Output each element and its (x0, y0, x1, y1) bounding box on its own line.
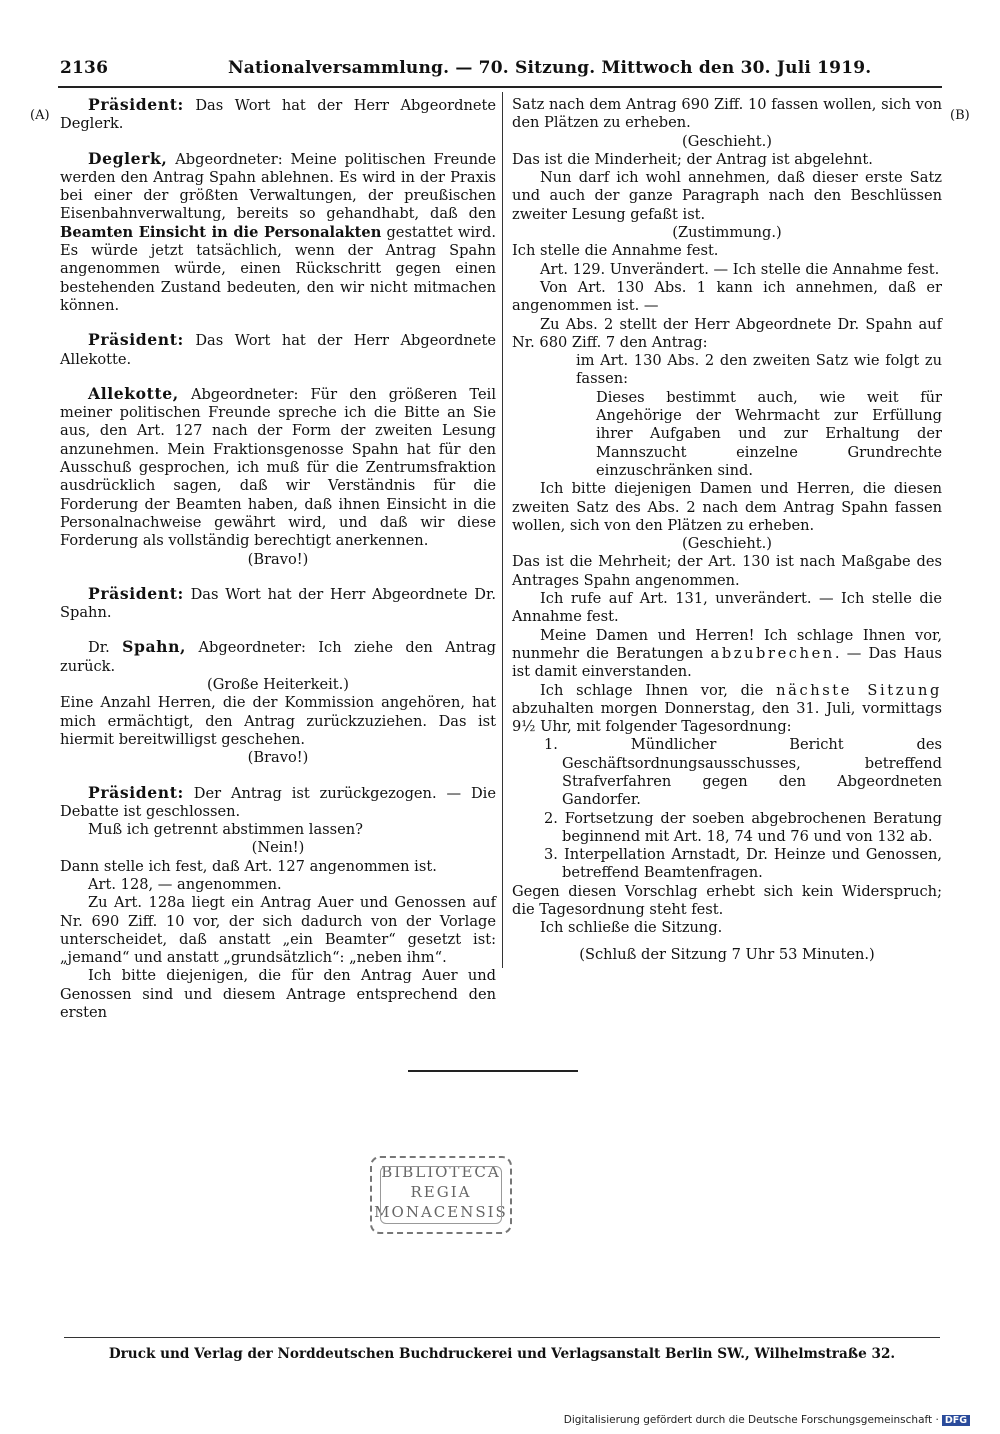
motion-quote: Dieses bestimmt auch, wie weit für Angehörige der Wehrmacht zur Erfüllung ihrer Aufgaben und zur Erhaltung der Mannszucht einzelne Grundrechte einzuschränken sind. (596, 388, 942, 479)
paragraph: Zu Art. 128a liegt ein Antrag Auer und Genossen auf Nr. 690 Ziff. 10 vor, der sich dadurch von der Vorlage unterscheidet, daß anstatt „ein Beamter“ gesetzt ist: „jemand“ und anstatt „grundsätzlich“: „neben ihm“. (60, 894, 496, 967)
paragraph: Ich rufe auf Art. 131, unverändert. — Ich stelle die Annahme fest. (512, 590, 942, 626)
dfg-logo-icon: DFG (942, 1415, 970, 1426)
motion-text: im Art. 130 Abs. 2 den zweiten Satz wie folgt zu fassen: (576, 352, 942, 388)
speaker-name: Präsident: (88, 583, 184, 603)
paragraph-allekotte: Allekotte, Abgeordneter: Für den größeren Teil meiner politischen Freunde spreche ich die Bitte an Sie aus, den Art. 127 nach der Form der zweiten Lesung anzunehmen. Mein Fraktionsgenosse Spahn hat für den Ausschuß gesprochen, ich muß für die Zentrumsfraktion ausdrücklich sagen, daß wir Verständnis für die Forderung der Beamten haben, daß ihnen Einsicht in die Personalnachweise gewährt wird, und daß wir diese Forderung als vollständig berechtigt anerkennen. (60, 383, 496, 550)
paragraph: Ich schließe die Sitzung. (540, 919, 723, 937)
speaker-name: Präsident: (88, 95, 184, 114)
stamp-line: REGIA (410, 1183, 472, 1201)
paragraph: Gegen diesen Vorschlag erhebt sich kein Widerspruch; die Tagesordnung steht fest. (512, 882, 942, 919)
stamp-inner-border (380, 1166, 502, 1224)
interjection: (Bravo!) (247, 749, 309, 767)
section-end-rule (408, 1070, 578, 1072)
dfg-credit (564, 1414, 970, 1426)
footer-rule (64, 1337, 940, 1338)
interjection: (Geschieht.) (682, 132, 772, 150)
speaker-name: Deglerk, (88, 148, 168, 168)
page-header (58, 56, 942, 82)
bold-phrase: Beamten Einsicht in die Personalakten (60, 223, 382, 241)
agenda-item: 2. Fortsetzung der soeben abgebrochenen Beratung beginnend mit Art. 18, 74 und 76 und von 132 ab. (544, 809, 942, 845)
library-stamp (370, 1156, 512, 1234)
paragraph-president-4: Präsident: Der Antrag ist zurückgezogen. — Die Debatte ist geschlossen. (60, 782, 496, 820)
margin-marker-b: (B) (950, 108, 970, 123)
paragraph: Ich stelle die Annahme fest. (512, 242, 719, 260)
speaker-name: Präsident: (88, 330, 184, 350)
paragraph: Ich bitte diejenigen Damen und Herren, die diesen zweiten Satz des Abs. 2 nach dem Antrag Spahn fassen wollen, sich von den Plätzen zu erheben. (512, 480, 942, 534)
interjection: (Geschieht.) (682, 535, 772, 553)
stamp-line: MONACENSIS (374, 1203, 508, 1221)
paragraph-president-2: Präsident: Das Wort hat der Herr Abgeordnete Allekotte. (60, 330, 496, 368)
spaced-text: nächste Sitzung (776, 681, 942, 699)
interjection: (Bravo!) (247, 550, 309, 568)
column-divider (502, 92, 503, 968)
speaker-name: Präsident: (88, 782, 184, 802)
agenda-item: 3. Interpellation Arnstadt, Dr. Heinze und Genossen, betreffend Beamtenfragen. (544, 846, 942, 882)
paragraph: Art. 128, — angenommen. (88, 875, 282, 893)
interjection: (Nein!) (251, 839, 305, 857)
paragraph: Nun darf ich wohl annehmen, daß dieser erste Satz und auch der ganze Paragraph nach den Beschlüssen zweiter Lesung gefaßt ist. (512, 169, 942, 223)
speaker-name: Spahn, (122, 637, 187, 657)
paragraph-president-3: Präsident: Das Wort hat der Herr Abgeordnete Dr. Spahn. (60, 583, 496, 622)
running-title: Nationalversammlung. — 70. Sitzung. Mittwoch den 30. Juli 1919. (228, 58, 872, 78)
session-end: (Schluß der Sitzung 7 Uhr 53 Minuten.) (579, 945, 875, 963)
paragraph: Eine Anzahl Herren, die der Kommission angehören, hat mich ermächtigt, den Antrag zurückzuziehen. Das ist hiermit bereitwilligst geschehen. (60, 694, 496, 748)
paragraph-spahn: Dr. Spahn, Abgeordneter: Ich ziehe den Antrag zurück. (60, 637, 496, 675)
paragraph: Ich bitte diejenigen, die für den Antrag Auer und Genossen sind und diesem Antrage entsprechend den ersten (60, 967, 496, 1022)
paragraph: Ich schlage Ihnen vor, die nächste Sitzung abzuhalten morgen Donnerstag, den 31. Juli, vormittags 9½ Uhr, mit folgender Tagesordnung: (512, 681, 942, 736)
spaced-text: abzubrechen (710, 644, 835, 662)
header-rule (58, 86, 942, 88)
paragraph: Art. 129. Unverändert. — Ich stelle die Annahme fest. (540, 260, 940, 278)
dfg-credit-text: Digitalisierung gefördert durch die Deutsche Forschungsgemeinschaft · (563, 1414, 939, 1426)
page-number: 2136 (60, 58, 109, 78)
margin-marker-a: (A) (30, 108, 50, 123)
stamp-line: BIBLIOTECA (381, 1163, 501, 1181)
speaker-name: Allekotte, (88, 383, 179, 403)
right-column (512, 96, 942, 964)
paragraph: Muß ich getrennt abstimmen lassen? (88, 821, 363, 839)
left-column (60, 96, 496, 1022)
paragraph: Satz nach dem Antrag 690 Ziff. 10 fassen wollen, sich von den Plätzen zu erheben. (512, 96, 942, 132)
paragraph: Meine Damen und Herren! Ich schlage Ihnen vor, nunmehr die Beratungen abzubrechen. — Das Haus ist damit einverstanden. (512, 626, 942, 681)
paragraph-deglerk: Deglerk, Abgeordneter: Meine politischen Freunde werden den Antrag Spahn ablehnen. Es wird in der Praxis bei einer der größten Verwaltungen, der preußischen Eisenbahnverwaltung, bereits so gehandhabt, daß den Beamten Einsicht in die Personalakten gestattet wird. Es würde jetzt tatsächlich, wenn der Antrag Spahn angenommen würde, einen Rückschritt gegen einen bestehenden Zustand bedeuten, den wir nicht mitmachen können. (60, 148, 496, 314)
paragraph: Das ist die Minderheit; der Antrag ist abgelehnt. (512, 150, 873, 168)
paragraph: Das ist die Mehrheit; der Art. 130 ist nach Maßgabe des Antrages Spahn angenommen. (512, 553, 942, 589)
agenda-item: 1. Mündlicher Bericht des Geschäftsordnungsausschusses, betreffend Strafverfahren gegen den Abgeordneten Gandorfer. (544, 736, 942, 809)
paragraph: Von Art. 130 Abs. 1 kann ich annehmen, daß er angenommen ist. — (512, 278, 942, 315)
paragraph: Dann stelle ich fest, daß Art. 127 angenommen ist. (60, 857, 437, 875)
paragraph-president-1: Präsident: Das Wort hat der Herr Abgeordnete Deglerk. (60, 95, 496, 133)
printer-imprint: Druck und Verlag der Norddeutschen Buchdruckerei und Verlagsanstalt Berlin SW., Wilhelmstraße 32. (108, 1346, 896, 1362)
interjection: (Große Heiterkeit.) (207, 676, 349, 694)
interjection: (Zustimmung.) (672, 224, 782, 242)
paragraph: Zu Abs. 2 stellt der Herr Abgeordnete Dr. Spahn auf Nr. 680 Ziff. 7 den Antrag: (512, 315, 942, 351)
